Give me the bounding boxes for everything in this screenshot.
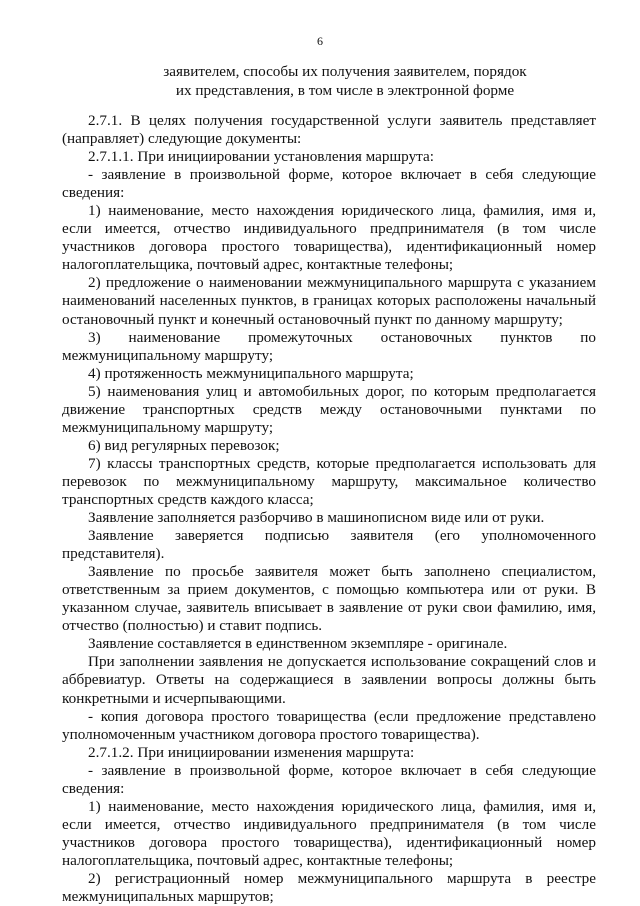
paragraph: 2.7.1.2. При инициировании изменения маршрута: [88, 743, 415, 761]
paragraph: 1) наименование, место нахождения юридического лица, фамилия, имя и, если имеется, отчество индивидуального предпринимателя (в том числе участников договора простого товарищества), идентификационный номер налогоплательщика, почтовый адрес, контактные телефоны; [62, 202, 596, 274]
document-body [62, 112, 596, 906]
paragraph: 3) наименование промежуточных остановочных пунктов по межмуниципальному маршруту; [62, 328, 596, 364]
paragraph: 2) предложение о наименовании межмуниципального маршрута с указанием наименований населенных пунктов, в границах которых расположены начальный остановочный пункт и конечный остановочный пункт по данному маршруту; [62, 274, 596, 328]
heading-line: заявителем, способы их получения заявителем, порядок [163, 63, 527, 80]
paragraph: Заявление заверяется подписью заявителя (его уполномоченного представителя). [62, 527, 596, 563]
paragraph: 2) регистрационный номер межмуниципального маршрута в реестре межмуниципальных маршрутов; [62, 869, 596, 906]
paragraph: Заявление заполняется разборчиво в машинописном виде или от руки. [88, 509, 545, 527]
heading-line: их представления, в том числе в электронной форме [175, 82, 515, 99]
paragraph: 1) наименование, место нахождения юридического лица, фамилия, имя и, если имеется, отчество индивидуального предпринимателя (в том числе участников договора простого товарищества), идентификационный номер налогоплательщика, почтовый адрес, контактные телефоны; [62, 797, 596, 869]
section-heading [150, 62, 540, 100]
page-number: 6 [317, 34, 323, 48]
paragraph: При заполнении заявления не допускается использование сокращений слов и аббревиатур. Ответы на содержащиеся в заявлении вопросы должны быть конкретными и исчерпывающими. [62, 653, 596, 707]
paragraph: - заявление в произвольной форме, которое включает в себя следующие сведения: [62, 761, 596, 797]
paragraph: 2.7.1.1. При инициировании установления маршрута: [88, 148, 434, 166]
paragraph: 2.7.1. В целях получения государственной услуги заявитель представляет (направляет) следующие документы: [62, 112, 596, 148]
paragraph: 4) протяженность межмуниципального маршрута; [88, 364, 414, 382]
paragraph: - заявление в произвольной форме, которое включает в себя следующие сведения: [62, 166, 596, 202]
paragraph: 7) классы транспортных средств, которые предполагается использовать для перевозок по межмуниципальному маршруту, максимальное количество транспортных средств каждого класса; [62, 454, 596, 508]
paragraph: 5) наименования улиц и автомобильных дорог, по которым предполагается движение транспортных средств между остановочными пунктами по межмуниципальному маршруту; [62, 382, 596, 436]
paragraph: Заявление составляется в единственном экземпляре - оригинале. [88, 635, 508, 653]
paragraph: Заявление по просьбе заявителя может быть заполнено специалистом, ответственным за прием документов, с помощью компьютера или от руки. В указанном случае, заявитель вписывает в заявление от руки свои фамилию, имя, отчество (полностью) и ставит подпись. [62, 563, 596, 635]
paragraph: - копия договора простого товарищества (если предложение представлено уполномоченным участником договора простого товарищества). [62, 707, 596, 743]
paragraph: 6) вид регулярных перевозок; [88, 436, 280, 454]
